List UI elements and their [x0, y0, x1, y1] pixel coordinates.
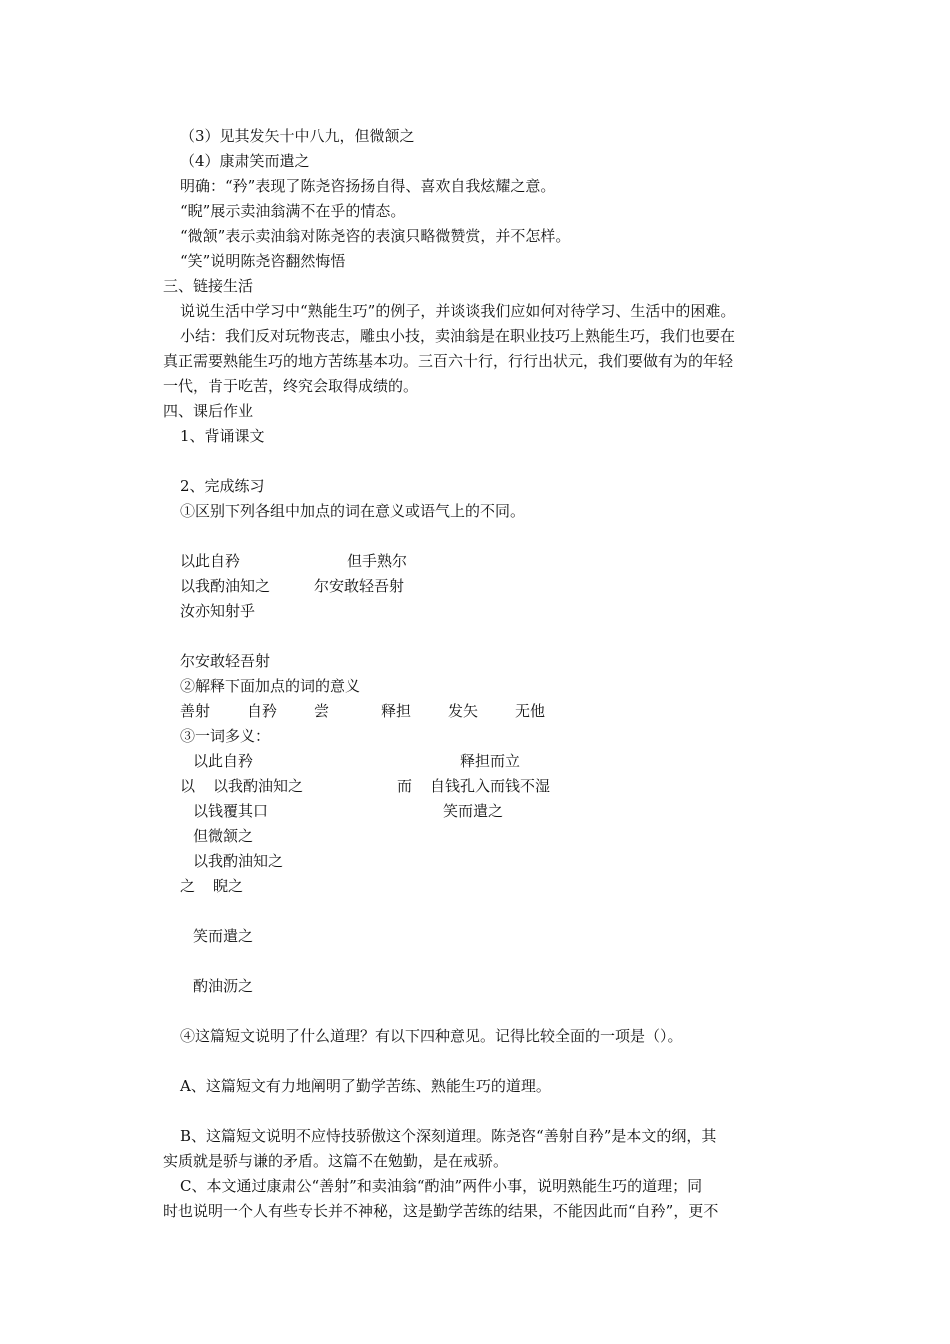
text-line: 睨之 [213, 877, 244, 895]
text-line: 以此自矜 [180, 552, 241, 570]
text-line: “笑”说明陈尧咨翻然悔悟 [180, 252, 346, 270]
text-line: 汝亦知射乎 [180, 602, 256, 620]
text-line: 明确：“矜”表现了陈尧咨扬扬自得、喜欢自我炫耀之意。 [180, 177, 556, 195]
text-line: 真正需要熟能生巧的地方苦练基本功。三百六十行，行行出状元，我们要做有为的年轻 [163, 352, 734, 370]
text-line: 1、背诵课文 [180, 427, 265, 445]
vocab-item: 释担 [381, 702, 412, 720]
text-line: （3）见其发矢十中八九，但微颔之 [180, 127, 415, 145]
text-line: “微颔”表示卖油翁对陈尧咨的表演只略微赞赏，并不怎样。 [180, 227, 571, 245]
text-line: ④这篇短文说明了什么道理？有以下四种意见。记得比较全面的一项是（）。 [180, 1027, 683, 1045]
text-line: ②解释下面加点的词的意义 [180, 677, 361, 695]
vocab-item: 善射 [180, 702, 211, 720]
text-line: 一代，肯于吃苦，终究会取得成绩的。 [163, 377, 419, 395]
text-line: 尔安敢轻吾射 [314, 577, 405, 595]
text-line: 2、完成练习 [180, 477, 265, 495]
text-line: 以此自矜 [193, 752, 254, 770]
text-line: C、本文通过康肃公“善射”和卖油翁“酌油”两件小事，说明熟能生巧的道理；同 [180, 1177, 703, 1195]
text-line: 酌油沥之 [193, 977, 254, 995]
text-line: （4）康肃笑而遣之 [180, 152, 310, 170]
text-line: ①区别下列各组中加点的词在意义或语气上的不同。 [180, 502, 526, 520]
text-line: 以我酌油知之 [180, 577, 271, 595]
text-line: 笑而遣之 [193, 927, 254, 945]
text-line: 说说生活中学习中“熟能生巧”的例子，并谈谈我们应如何对待学习、生活中的困难。 [180, 302, 736, 320]
text-line: 自钱孔入而钱不湿 [430, 777, 551, 795]
vocab-item: 自矜 [247, 702, 278, 720]
vocab-item: 发矢 [448, 702, 479, 720]
text-line: 实质就是骄与谦的矛盾。这篇不在勉勤，是在戒骄。 [163, 1152, 509, 1170]
text-line: 以我酌油知之 [213, 777, 304, 795]
text-line: 之 [180, 877, 196, 895]
text-line: 以我酌油知之 [193, 852, 284, 870]
text-line: 时也说明一个人有些专长并不神秘，这是勤学苦练的结果，不能因此而“自矜”，更不 [163, 1202, 719, 1220]
text-line: 尔安敢轻吾射 [180, 652, 271, 670]
text-line: 以钱覆其口 [193, 802, 269, 820]
text-line: 释担而立 [460, 752, 521, 770]
vocab-item: 尝 [314, 702, 330, 720]
text-line: ③一词多义： [180, 727, 271, 745]
text-line: A、这篇短文有力地阐明了勤学苦练、熟能生巧的道理。 [180, 1077, 551, 1095]
section-heading: 四、课后作业 [163, 402, 254, 420]
text-line: “睨”展示卖油翁满不在乎的情态。 [180, 202, 406, 220]
text-line: 但手熟尔 [347, 552, 408, 570]
text-line: 但微颔之 [193, 827, 254, 845]
section-heading: 三、链接生活 [163, 277, 254, 295]
text-line: 而 [397, 777, 413, 795]
text-line: 小结：我们反对玩物丧志，雕虫小技，卖油翁是在职业技巧上熟能生巧，我们也要在 [180, 327, 736, 345]
text-line: 以 [180, 777, 196, 795]
vocab-item: 无他 [515, 702, 546, 720]
text-line: 笑而遣之 [443, 802, 504, 820]
text-line: B、这篇短文说明不应恃技骄傲这个深刻道理。陈尧咨“善射自矜”是本文的纲，其 [180, 1127, 717, 1145]
